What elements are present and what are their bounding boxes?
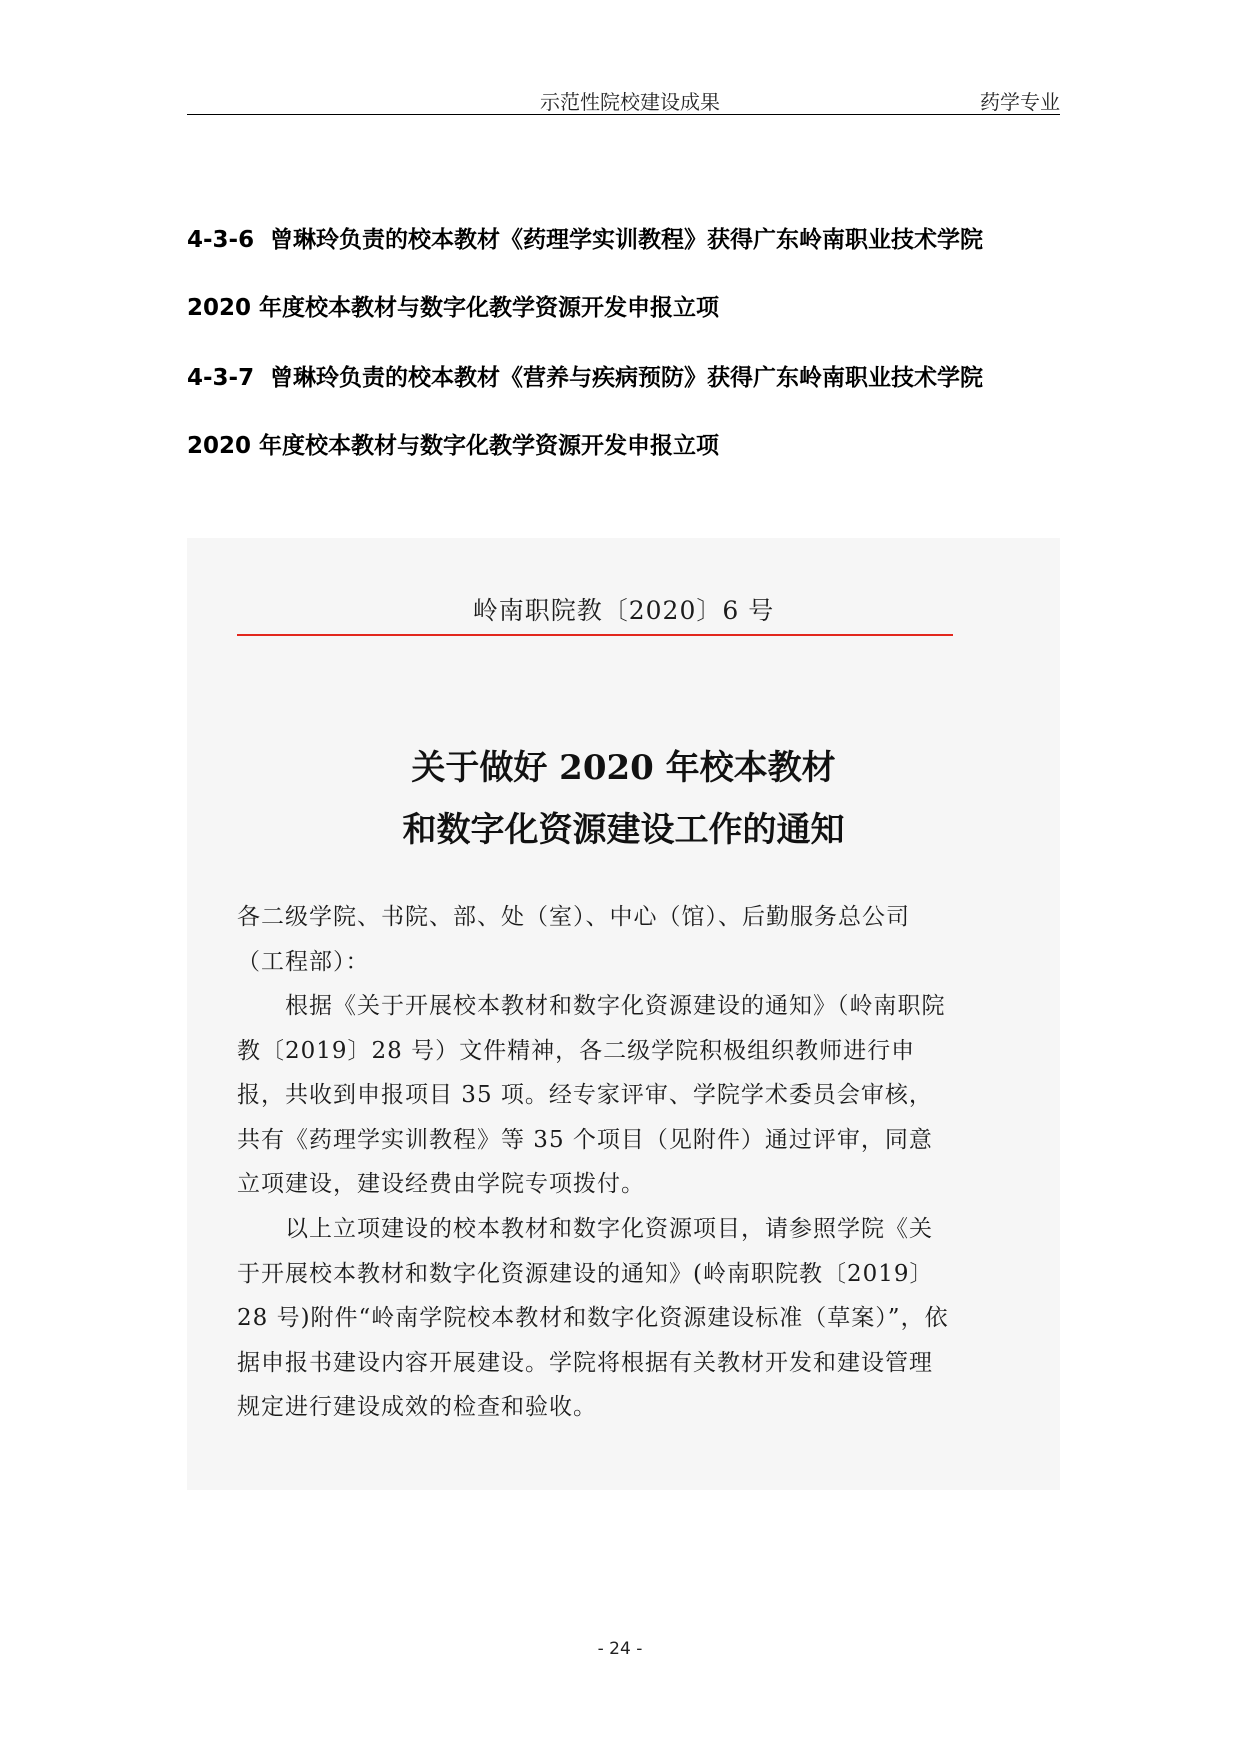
paragraph-2-text: 以上立项建设的校本教材和数字化资源项目，请参照学院《关于开展校本教材和数字化资源建设的通知》(岭南职院教〔2019〕28 号)附件“岭南学院校本教材和数字化资源建设标准（草案）”，依据申报书建设内容开展建设。学院将根据有关教材开发和建设管理规定进行建设成效的检查和验收。 <box>237 1216 949 1420</box>
entry-code: 4-3-6 <box>187 227 255 253</box>
entry-4-3-7 <box>187 344 1060 480</box>
salutation-text: 各二级学院、书院、部、处（室）、中心（馆）、后勤服务总公司（工程部）： <box>237 904 910 975</box>
document-paragraph-2 <box>237 1207 953 1430</box>
entry-4-3-6 <box>187 206 1060 342</box>
entry-text-line2: 2020 年度校本教材与数字化教学资源开发申报立项 <box>187 295 720 321</box>
document-number: 岭南职院教〔2020〕6 号 <box>472 596 775 625</box>
entry-text-line1: 曾琳玲负责的校本教材《营养与疾病预防》获得广东岭南职业技术学院 <box>270 365 983 391</box>
header-major: 药学专业 <box>980 90 1060 114</box>
header-divider <box>187 114 1060 115</box>
document-title-line2: 和数字化资源建设工作的通知 <box>402 810 845 850</box>
page-number: - 24 - <box>597 1639 643 1659</box>
entry-code: 4-3-7 <box>187 365 255 391</box>
document-paragraph-1 <box>237 984 953 1207</box>
entry-heading <box>187 206 1060 274</box>
paragraph-1-text: 根据《关于开展校本教材和数字化资源建设的通知》（岭南职院教〔2019〕28 号）文件精神，各二级学院积极组织教师进行申报，共收到申报项目 35 项。经专家评审、学院学术委员会审核，共有《药理学实训教程》等 35 个项目（见附件）通过评审，同意立项建设，建设经费由学院专项拨付。 <box>237 993 946 1197</box>
entry-heading <box>187 344 1060 412</box>
entry-text-line1: 曾琳玲负责的校本教材《药理学实训教程》获得广东岭南职业技术学院 <box>270 227 983 253</box>
document-title-line1: 关于做好 2020 年校本教材 <box>411 748 836 788</box>
header-title: 示范性院校建设成果 <box>540 90 720 114</box>
entry-text-line2: 2020 年度校本教材与数字化教学资源开发申报立项 <box>187 433 720 459</box>
red-header-rule <box>237 634 953 636</box>
document-salutation <box>237 895 953 984</box>
scanned-notice-document <box>187 538 1060 1490</box>
